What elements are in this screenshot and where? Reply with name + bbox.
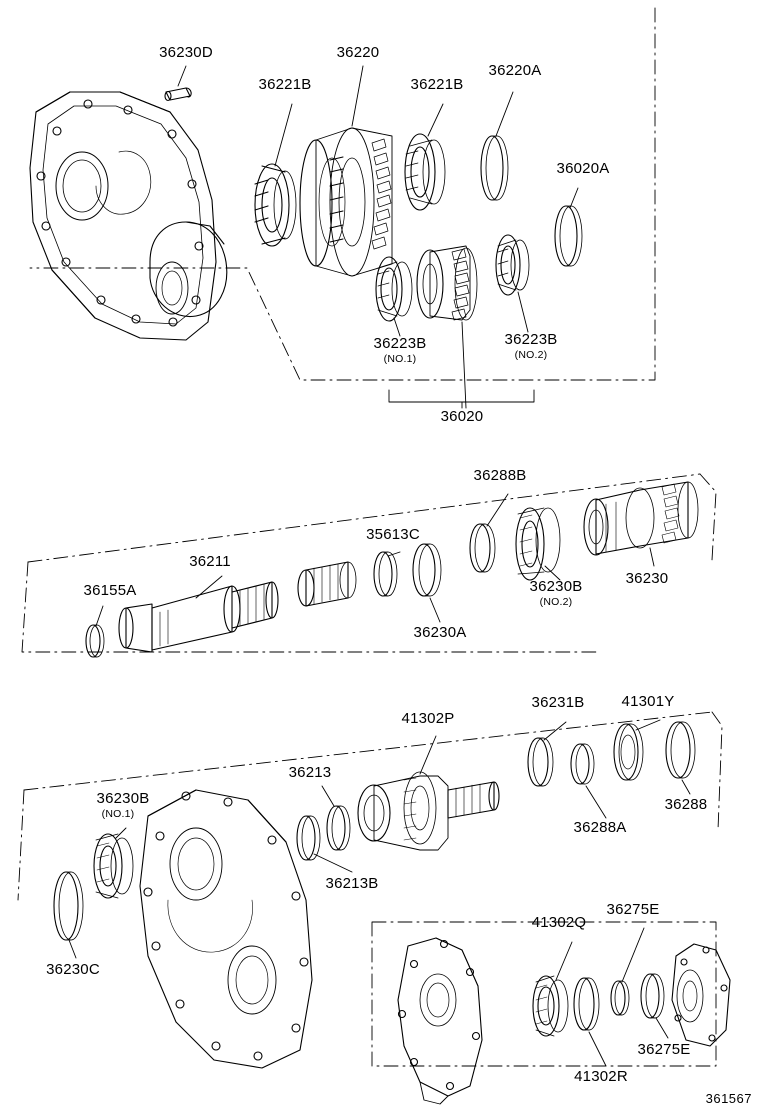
part-label-41302P: 41302P [401, 710, 455, 727]
part-label-36231B: 36231B [531, 694, 585, 711]
part-label-36221B-right: 36221B [410, 76, 464, 93]
part-label-35613C: 35613C [366, 526, 420, 543]
part-label-36223B-no1: 36223B [373, 335, 427, 352]
part-label-36211: 36211 [189, 553, 231, 570]
part-label-36230: 36230 [625, 570, 669, 587]
part-label-41301Y: 41301Y [621, 693, 675, 710]
part-label-36288: 36288 [664, 796, 708, 813]
part-label-36020: 36020 [440, 408, 484, 425]
part-label-41302Q: 41302Q [531, 914, 587, 931]
part-label-36275E-top: 36275E [606, 901, 660, 918]
part-label-36230B-no1-note: (NO.1) [101, 808, 135, 820]
part-label-36230D: 36230D [159, 44, 213, 61]
part-label-36275E-bottom: 36275E [637, 1041, 691, 1058]
part-label-36288A: 36288A [573, 819, 627, 836]
part-label-36230C: 36230C [46, 961, 100, 978]
part-label-36223B-no2-note: (NO.2) [514, 349, 548, 361]
part-label-36221B-left: 36221B [258, 76, 312, 93]
part-label-41302R: 41302R [574, 1068, 628, 1085]
part-label-36155A: 36155A [83, 582, 137, 599]
part-label-36223B-no2: 36223B [504, 331, 558, 348]
part-label-36230B-no2: 36230B [529, 578, 583, 595]
figure-number: 361567 [705, 1091, 752, 1106]
part-label-36213: 36213 [288, 764, 332, 781]
part-label-36220A: 36220A [488, 62, 542, 79]
part-label-36020A: 36020A [556, 160, 610, 177]
part-label-36223B-no1-note: (NO.1) [383, 353, 417, 365]
part-label-36220: 36220 [336, 44, 380, 61]
part-label-36213B: 36213B [325, 875, 379, 892]
part-label-36288B: 36288B [473, 467, 527, 484]
part-label-36230A: 36230A [413, 624, 467, 641]
part-label-36230B-no1: 36230B [96, 790, 150, 807]
part-label-36230B-no2-note: (NO.2) [539, 596, 573, 608]
